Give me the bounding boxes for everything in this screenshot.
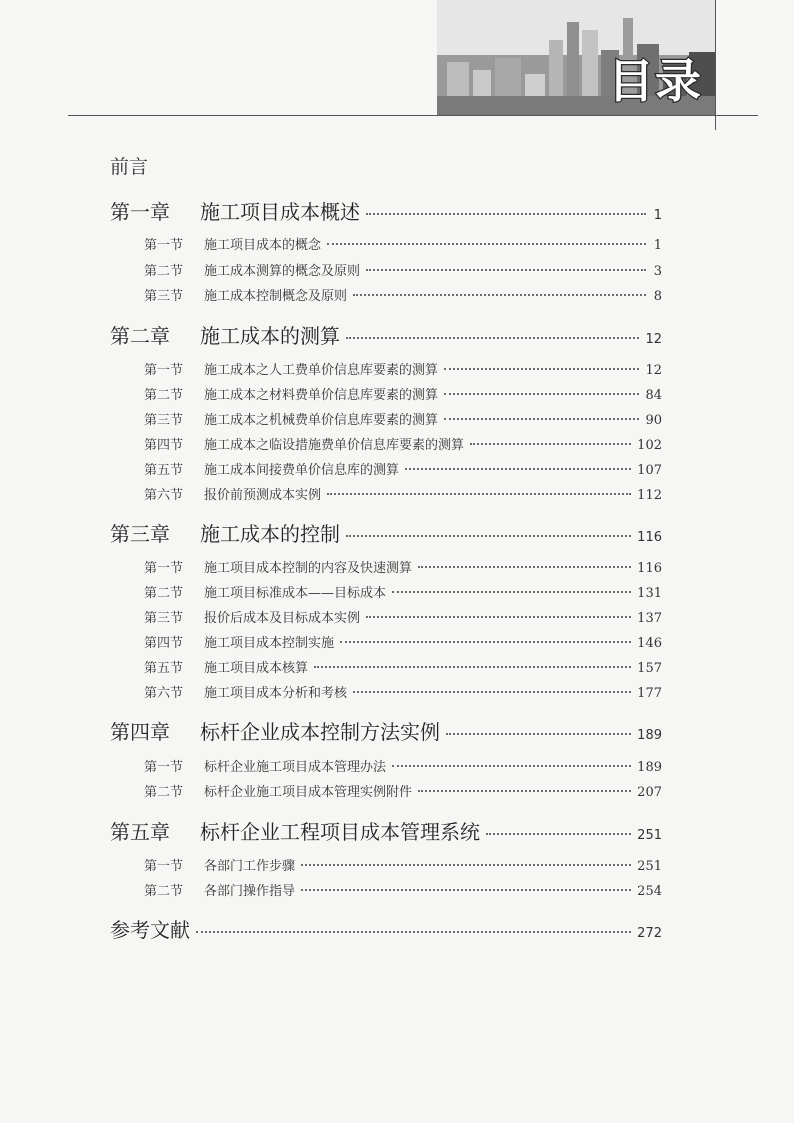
chapter-title: 标杆企业工程项目成本管理系统 (200, 820, 480, 844)
page-number: 251 (637, 859, 662, 874)
page-number: 272 (637, 926, 662, 941)
chapter-title: 标杆企业成本控制方法实例 (200, 720, 440, 744)
section-title: 施工项目成本控制的内容及快速测算 (204, 561, 413, 576)
section-number: 第一节 (144, 238, 184, 253)
page-number: 157 (637, 661, 662, 676)
chapter-title: 施工项目成本概述 (200, 200, 360, 224)
page-number: 146 (637, 636, 662, 651)
section-entry (144, 459, 662, 478)
page-number: 107 (637, 463, 662, 478)
page-number: 12 (645, 332, 662, 347)
page-number: 189 (637, 760, 662, 775)
section-number: 第一节 (144, 561, 184, 576)
page-number: 84 (645, 388, 662, 403)
section-number: 第二节 (144, 586, 184, 601)
page-number: 251 (637, 828, 662, 843)
section-entry (144, 632, 662, 651)
page-number: 1 (653, 238, 662, 253)
page-number: 90 (645, 413, 662, 428)
page-number: 177 (637, 686, 662, 701)
section-number: 第四节 (144, 438, 184, 453)
dot-leader (366, 616, 631, 618)
chapter-title: 施工成本的控制 (200, 522, 340, 546)
dot-leader (418, 790, 631, 792)
section-number: 第二节 (144, 884, 184, 899)
chapter-entry (110, 716, 662, 745)
references-title: 参考文献 (110, 918, 190, 942)
page-number: 189 (637, 728, 662, 743)
chapter-title: 施工成本的测算 (200, 324, 340, 348)
section-entry (144, 682, 662, 701)
preface-entry: 前言 (110, 156, 149, 178)
section-entry (144, 880, 662, 899)
page-number: 102 (637, 438, 662, 453)
dot-leader (327, 243, 646, 245)
section-title: 施工项目成本控制实施 (204, 636, 335, 651)
section-entry (144, 409, 662, 428)
chapter-entry (110, 518, 662, 547)
section-entry (144, 557, 662, 576)
dot-leader (346, 535, 631, 537)
chapter-number: 第一章 (110, 200, 170, 224)
section-number: 第三节 (144, 289, 184, 304)
section-title: 各部门工作步骤 (204, 859, 296, 874)
section-entry (144, 285, 662, 304)
dot-leader (366, 213, 646, 215)
section-entry (144, 582, 662, 601)
section-entry (144, 855, 662, 874)
section-title: 报价后成本及目标成本实例 (204, 611, 361, 626)
dot-leader (196, 931, 631, 933)
section-entry (144, 657, 662, 676)
section-title: 施工成本之人工费单价信息库要素的测算 (204, 363, 439, 378)
dot-leader (353, 691, 631, 693)
dot-leader (418, 566, 631, 568)
header-divider-vertical (715, 0, 716, 130)
section-title: 施工项目成本分析和考核 (204, 686, 348, 701)
section-number: 第二节 (144, 785, 184, 800)
section-entry (144, 756, 662, 775)
section-entry (144, 234, 662, 253)
section-title: 施工项目标准成本——目标成本 (204, 586, 387, 601)
section-title: 施工成本之材料费单价信息库要素的测算 (204, 388, 439, 403)
dot-leader (327, 493, 631, 495)
page-number: 1 (653, 208, 662, 223)
page-number: 12 (645, 363, 662, 378)
page-number: 207 (637, 785, 662, 800)
section-entry (144, 607, 662, 626)
page-number: 3 (653, 264, 662, 279)
references-entry (110, 914, 662, 943)
section-number: 第五节 (144, 661, 184, 676)
dot-leader (444, 418, 639, 420)
section-title: 施工项目成本的概念 (204, 238, 322, 253)
chapter-number: 第四章 (110, 720, 170, 744)
dot-leader (346, 337, 639, 339)
section-title: 各部门操作指导 (204, 884, 296, 899)
section-title: 施工成本之机械费单价信息库要素的测算 (204, 413, 439, 428)
section-number: 第五节 (144, 463, 184, 478)
chapter-entry (110, 816, 662, 845)
section-title: 施工成本测算的概念及原则 (204, 264, 361, 279)
dot-leader (340, 641, 631, 643)
dot-leader (444, 368, 639, 370)
section-number: 第二节 (144, 264, 184, 279)
section-number: 第一节 (144, 363, 184, 378)
section-entry (144, 260, 662, 279)
dot-leader (446, 733, 631, 735)
section-title: 标杆企业施工项目成本管理办法 (204, 760, 387, 775)
section-title: 施工项目成本核算 (204, 661, 309, 676)
chapter-number: 第五章 (110, 820, 170, 844)
section-entry (144, 484, 662, 503)
section-number: 第二节 (144, 388, 184, 403)
section-entry (144, 384, 662, 403)
page-number: 137 (637, 611, 662, 626)
section-number: 第四节 (144, 636, 184, 651)
section-entry (144, 359, 662, 378)
section-title: 标杆企业施工项目成本管理实例附件 (204, 785, 413, 800)
section-entry (144, 434, 662, 453)
header-divider-horizontal (68, 115, 758, 116)
dot-leader (301, 864, 631, 866)
page-number: 8 (653, 289, 662, 304)
section-title: 施工成本控制概念及原则 (204, 289, 348, 304)
dot-leader (392, 765, 631, 767)
section-number: 第六节 (144, 488, 184, 503)
dot-leader (392, 591, 631, 593)
page-number: 112 (637, 488, 662, 503)
section-number: 第一节 (144, 859, 184, 874)
dot-leader (314, 666, 631, 668)
section-number: 第三节 (144, 413, 184, 428)
dot-leader (470, 443, 631, 445)
chapter-entry (110, 196, 662, 225)
chapter-entry (110, 320, 662, 349)
dot-leader (486, 833, 631, 835)
section-entry (144, 781, 662, 800)
section-number: 第一节 (144, 760, 184, 775)
section-title: 施工成本间接费单价信息库的测算 (204, 463, 400, 478)
chapter-number: 第二章 (110, 324, 170, 348)
page-number: 254 (637, 884, 662, 899)
dot-leader (405, 468, 631, 470)
section-title: 报价前预测成本实例 (204, 488, 322, 503)
section-number: 第六节 (144, 686, 184, 701)
chapter-number: 第三章 (110, 522, 170, 546)
section-number: 第三节 (144, 611, 184, 626)
dot-leader (353, 294, 646, 296)
page-number: 116 (637, 530, 662, 545)
dot-leader (366, 269, 646, 271)
dot-leader (301, 889, 631, 891)
page-number: 131 (637, 586, 662, 601)
page-title: 目录 (608, 54, 702, 108)
section-title: 施工成本之临设措施费单价信息库要素的测算 (204, 438, 465, 453)
dot-leader (444, 393, 639, 395)
page-number: 116 (637, 561, 662, 576)
